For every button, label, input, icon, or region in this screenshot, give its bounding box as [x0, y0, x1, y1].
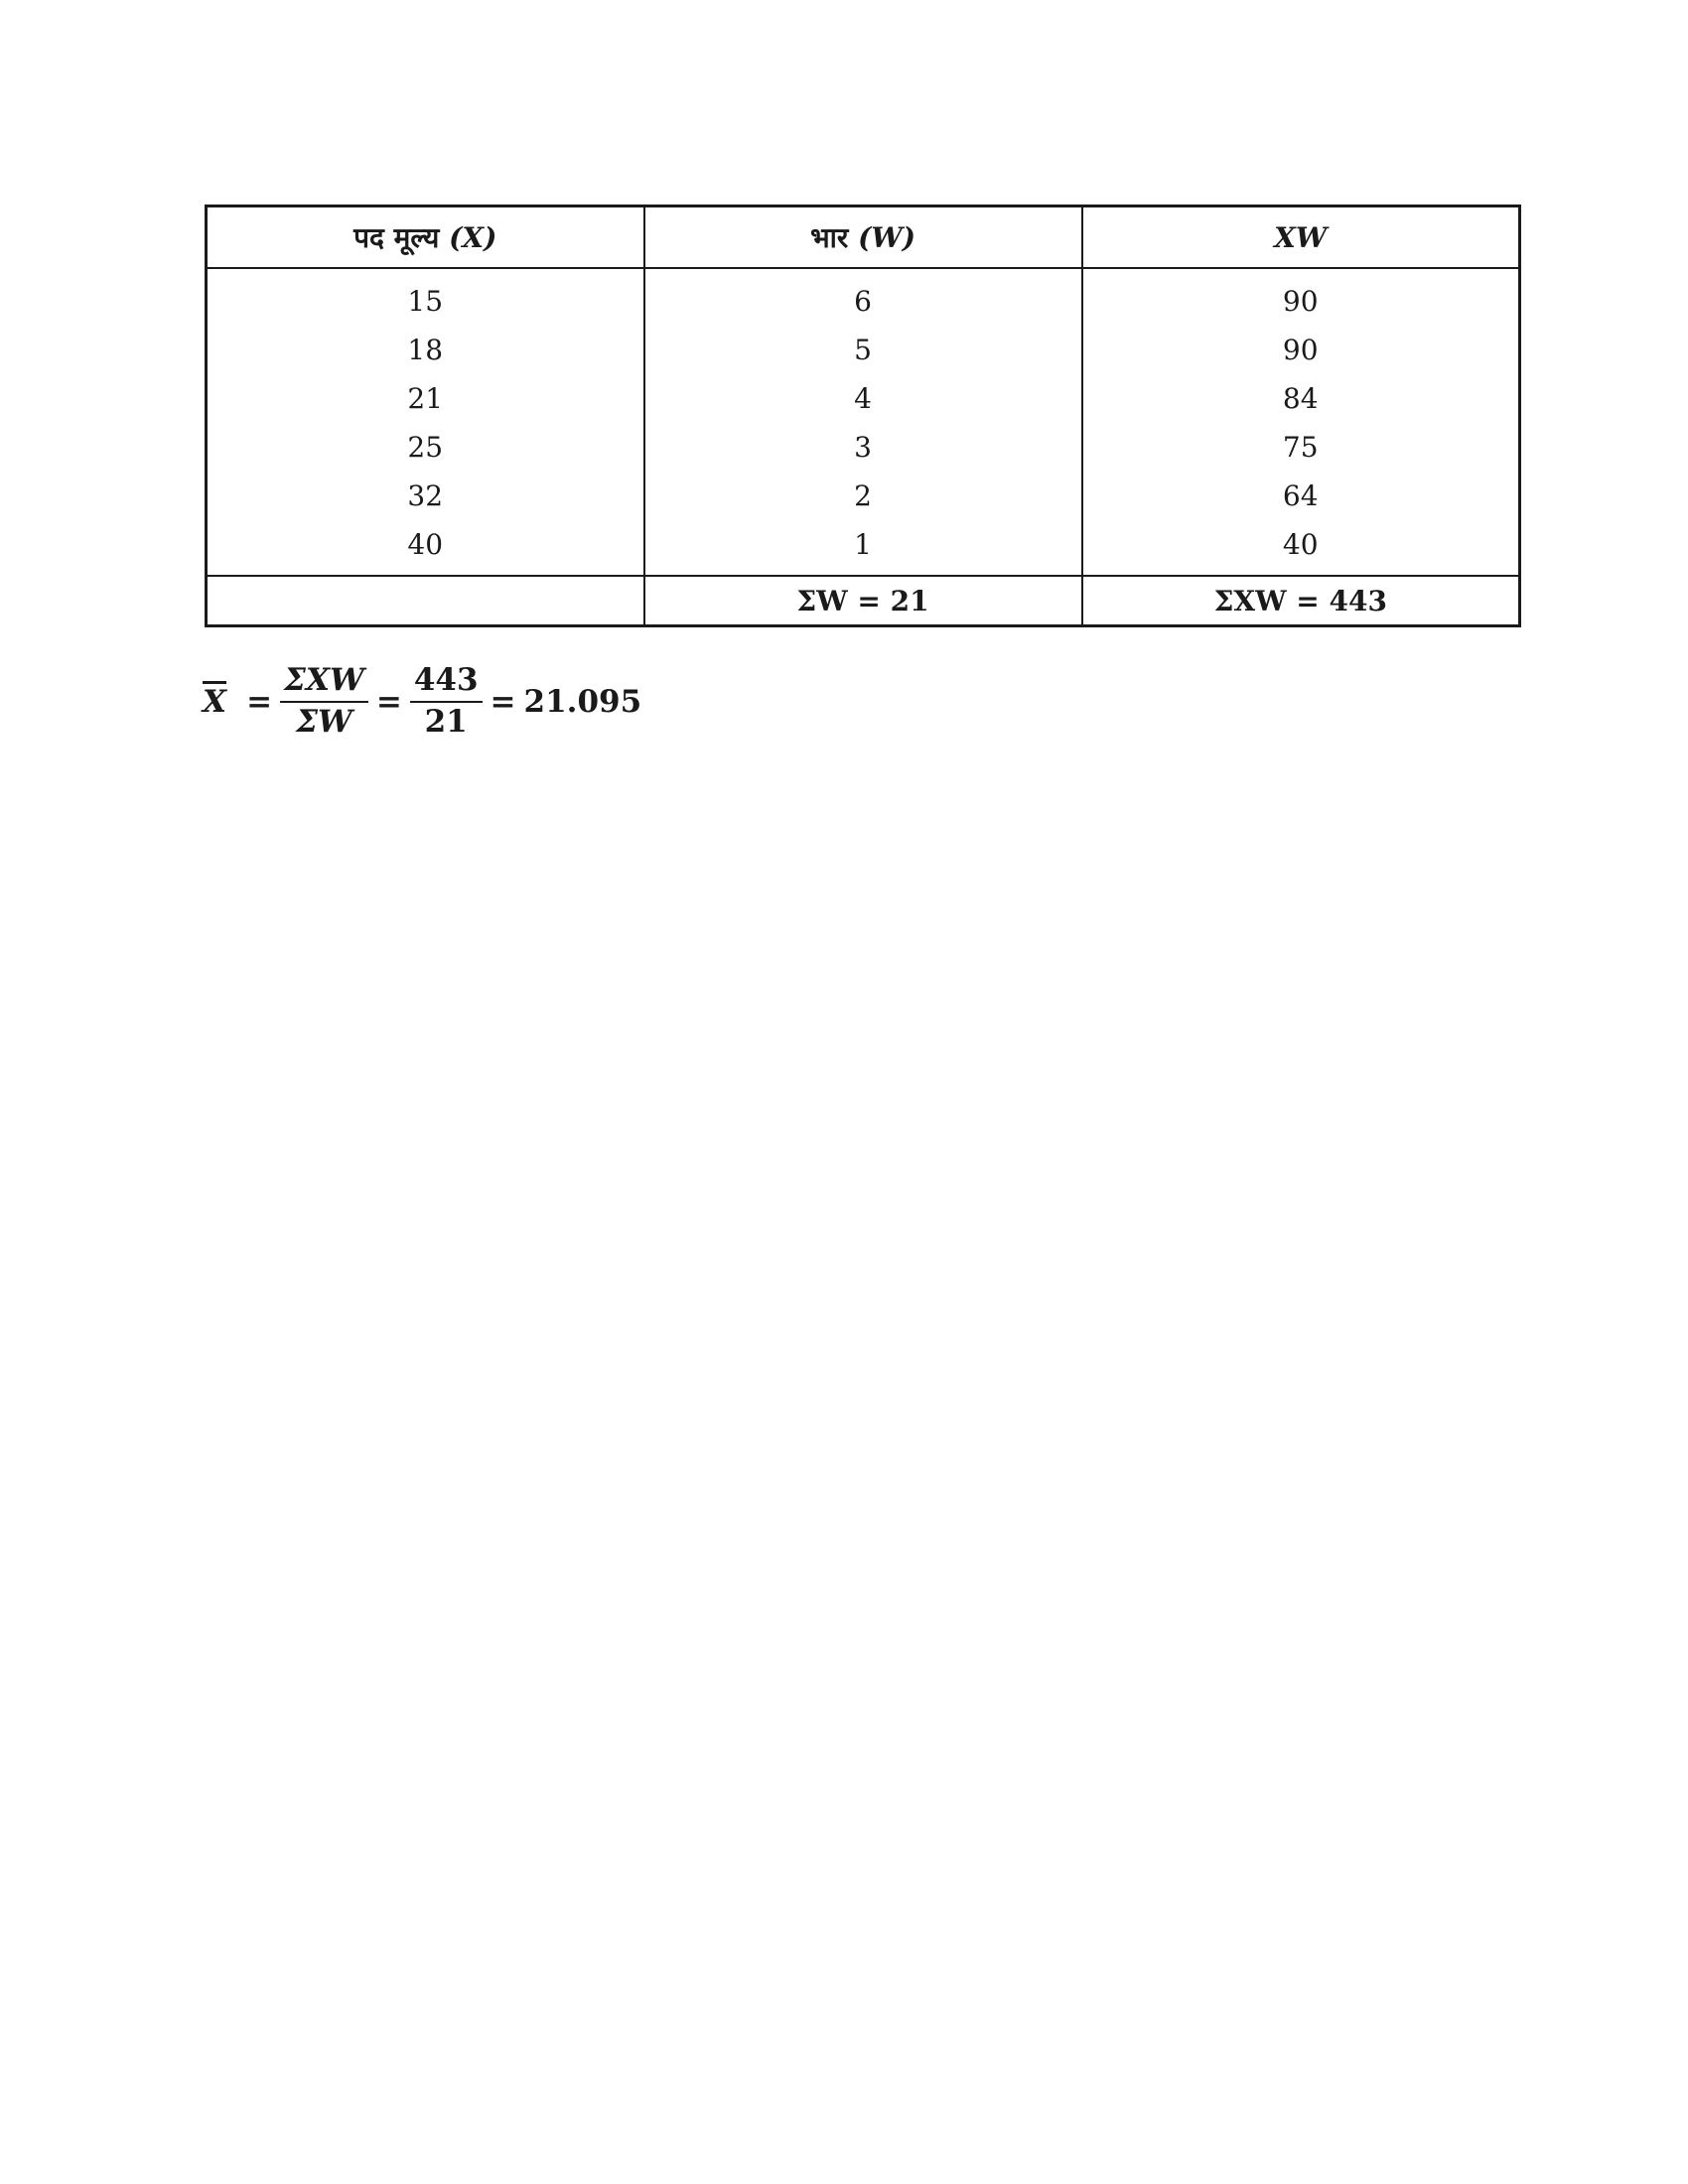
weighted-mean-table-container — [205, 205, 1521, 627]
equals-sign: = — [490, 683, 516, 720]
cell-xw: 84 — [1082, 374, 1520, 423]
table-row — [207, 520, 1520, 576]
weighted-mean-formula — [203, 663, 641, 740]
fraction-numerator: ΣXW — [280, 663, 368, 703]
header-symbol: (X) — [449, 221, 497, 254]
header-label: भार — [809, 221, 849, 254]
header-item-value — [207, 206, 644, 269]
header-symbol: XW — [1274, 220, 1328, 254]
cell-xw: 90 — [1082, 268, 1520, 326]
table-row — [207, 472, 1520, 520]
cell-x: 21 — [407, 382, 444, 415]
weighted-mean-table — [205, 205, 1521, 627]
equals-sign: = — [246, 683, 273, 720]
fraction-denominator: 21 — [424, 703, 468, 740]
table-header-row — [207, 206, 1520, 269]
cell-x: 15 — [407, 285, 444, 318]
cell-w: 5 — [644, 326, 1082, 374]
cell-xw: 75 — [1082, 423, 1520, 472]
cell-x: 32 — [407, 479, 444, 512]
equals-sign: = — [375, 683, 402, 720]
cell-w: 2 — [644, 472, 1082, 520]
fraction-denominator: ΣW — [296, 703, 352, 740]
fraction-symbolic — [280, 663, 368, 740]
total-w: ΣW = 21 — [644, 576, 1082, 626]
cell-xw: 64 — [1082, 472, 1520, 520]
header-product — [1082, 206, 1520, 269]
cell-w: 6 — [644, 268, 1082, 326]
cell-xw: 40 — [1082, 520, 1520, 576]
cell-x: 25 — [407, 431, 444, 464]
totals-row — [207, 576, 1520, 626]
header-label: पद मूल्य — [353, 221, 440, 254]
table-row — [207, 268, 1520, 326]
fraction-numeric — [410, 663, 483, 740]
header-symbol: (W) — [858, 221, 916, 254]
cell-xw: 90 — [1082, 326, 1520, 374]
cell-w: 3 — [644, 423, 1082, 472]
x-bar-symbol: $\overline{X}$ — [203, 683, 227, 720]
total-x — [207, 576, 644, 626]
cell-w: 4 — [644, 374, 1082, 423]
formula-result: 21.095 — [523, 683, 642, 720]
table-row — [207, 374, 1520, 423]
cell-w: 1 — [644, 520, 1082, 576]
header-weight — [644, 206, 1082, 269]
cell-x: 40 — [407, 528, 444, 561]
fraction-numerator: 443 — [410, 663, 483, 703]
table-row — [207, 326, 1520, 374]
table-row — [207, 423, 1520, 472]
total-xw: ΣXW = 443 — [1082, 576, 1520, 626]
cell-x: 18 — [407, 334, 444, 366]
